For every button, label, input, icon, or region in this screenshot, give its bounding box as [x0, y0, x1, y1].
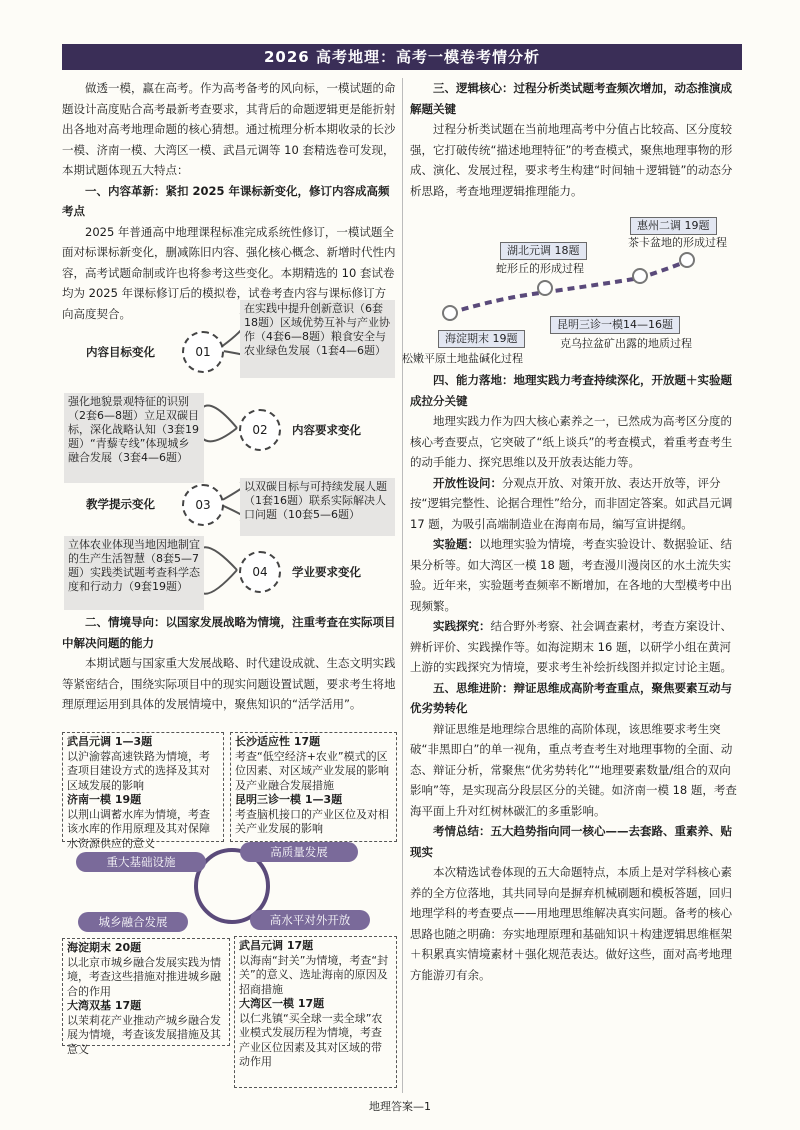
section2-heading: 二、情境导向：以国家发展战略为情境，注重考查在实际项目中解决问题的能力 [62, 615, 396, 650]
experiment-heading: 实验题： [433, 537, 479, 551]
case-box-changsha-kunming [230, 732, 397, 842]
label-content-goal: 内容目标变化 [86, 345, 155, 359]
practice-body: 结合野外考察、社会调查素材，考查方案设计、辨析评价、实践操作等。如海淀期末 16 题，以研学小组在黄河上游的实践探究为情境，要求考生补绘折线图并拟定讨论主题。 [410, 619, 732, 674]
section4-heading: 四、能力落地：地理实践力考查持续深化，开放题＋实验题成拉分关键 [410, 373, 732, 408]
case-title: 武昌元调 17题 [239, 939, 314, 952]
practice-heading: 实践探究： [433, 619, 491, 633]
tag-huizhou: 惠州二调 19题 [630, 217, 717, 235]
open-question-heading: 开放性设问： [433, 475, 502, 490]
case-title: 长沙适应性 17题 [235, 735, 321, 748]
box-teaching-tips: 以双碳目标与可持续发展人题（1套16题）联系实际解决人口问题（10套5—6题） [240, 478, 395, 536]
left-column-section2 [62, 612, 397, 715]
tag-haidian: 海淀期末 19题 [438, 330, 525, 348]
right-column-top [410, 78, 742, 201]
case-title: 昆明三诊一模 1—3题 [235, 793, 343, 806]
box-academic-requirement: 立体农业体现当地因地制宜的生产生活智慧（8套5—7题）实践类试题考查科学态度和行动力（9套19题） [64, 536, 204, 610]
open-question-body: 分观点开放、对策开放、表达开放等，评分按“逻辑完整性、论据合理性”给分，而非固定答案。如武昌元调 17 题，为吸引高端制造业在海南布局，编写宣讲提纲。 [410, 475, 733, 531]
section3-body: 过程分析类试题在当前地理高考中分值占比较高、区分度较强，它打破传统“描述地理特征”的考查模式，聚焦地理事物的形成、演化、发展过程，要求考生构建“时间轴＋逻辑链”的动态分析思路，考查地理逻辑推理能力。 [410, 122, 733, 198]
section2-body: 本期试题与国家重大发展战略、时代建设成就、生态文明实践等紧密结合，围绕实际项目中的现实问题设置试题，要求考生将地理原理运用到具体的发展情境中，聚焦知识的“活学活用”。 [62, 656, 396, 711]
circle-04: 04 [239, 551, 281, 593]
case-title: 武昌元调 1—3题 [67, 735, 153, 748]
circle-02: 02 [239, 409, 281, 451]
section4-body: 地理实践力作为四大核心素养之一，已然成为高考区分度的核心考查要点，它突破了“纸上谈兵”的考查模式，着重考查考生的动手能力、探究思维以及开放表达能力等。 [410, 414, 733, 469]
pill-urban-rural: 城乡融合发展 [78, 912, 188, 932]
circle-03: 03 [182, 484, 224, 526]
left-column [62, 78, 397, 324]
open-question-paragraph [410, 473, 742, 535]
section1-heading: 一、内容革新：紧扣 2025 年课标新变化，修订内容成高频考点 [62, 183, 390, 218]
label-academic-requirement: 学业要求变化 [292, 565, 361, 579]
practice-paragraph [410, 616, 742, 678]
summary-paragraph [410, 821, 742, 862]
experiment-body: 以地理实验为情境，考查实验设计、数据验证、结果分析等。如大湾区一模 18 题，考查漫川漫岗区的水土流失实验。近年来，实验题考查频率不断增加，在各地的大型模考中出现频繁。 [410, 537, 732, 613]
case-title: 大湾区一模 17题 [239, 997, 325, 1010]
case-title: 海淀期末 20题 [67, 941, 142, 954]
case-body: 以荆山调蓄水库为情境，考查该水库的作用原理及其对保障水资源供应的意义 [67, 807, 210, 850]
label-teaching-tips: 教学提示变化 [86, 497, 155, 511]
caption-huizhou: 茶卡盆地的形成过程 [628, 236, 727, 249]
section5-heading: 五、思维进阶：辩证思维成高阶考查重点，聚焦要素互动与优劣势转化 [410, 680, 732, 715]
box-content-goal: 在实践中提升创新意识（6套18题）区域优势互补与产业协作（4套6—8题）粮食安全与农业绿色发展（1套4—6题） [240, 300, 395, 378]
case-body: 以仁兆镇“买全球一卖全球”农业模式发展历程为情境，考查产业区位因素及其对区域的带动作用 [239, 1011, 383, 1068]
case-box-haidian-dawan [62, 938, 230, 1056]
circle-01: 01 [182, 331, 224, 373]
summary-heading: 考情总结： [433, 824, 491, 838]
section1-body: 2025 年普通高中地理课程标准完成系统性修订，一模试题全面对标课标新变化，删减陈旧内容、强化核心概念、新增时代性内容，高考试题命制或许也将参考这些变化。本期精选的 10 套试卷均为 2025 年课标修订后的模拟卷，试卷考查内容与课标修订方向高度契合。 [62, 224, 396, 321]
experiment-paragraph [410, 534, 742, 616]
caption-hubei: 蛇形丘的形成过程 [496, 262, 584, 275]
process-timeline [402, 219, 742, 368]
case-title: 大湾双基 17题 [67, 999, 142, 1012]
case-box-wuchang-dawanqu [234, 936, 397, 1088]
right-column-bottom [410, 370, 742, 985]
pill-infrastructure: 重大基础设施 [76, 852, 206, 872]
case-box-wuchang-jinan [62, 732, 224, 850]
pill-opening-up: 高水平对外开放 [250, 910, 370, 930]
caption-haidian: 松嫩平原土地盐碱化过程 [402, 352, 523, 365]
pill-high-quality: 高质量发展 [240, 842, 358, 862]
summary-body: 本次精选试卷体现的五大命题特点，本质上是对学科核心素养的全方位落地，其共同导向是摒弃机械刷题和模板答题，回归地理学科的考查要点——用地理思维解决真实问题。备考的核心思路也随之明确：夯实地理原理和基础知识＋构建逻辑思维框架＋积累真实情境素材＋强化规范表达。做好这些，面对高考地理方能游刃有余。 [410, 865, 732, 982]
caption-kunming: 克乌拉盆矿出露的地质过程 [560, 337, 692, 350]
case-body: 以北京市城乡融合发展实践为情境，考查这些措施对推进城乡融合的作用 [67, 955, 221, 998]
tag-hubei: 湖北元调 18题 [500, 242, 587, 260]
label-content-requirement: 内容要求变化 [292, 423, 361, 437]
page-title: 2026 高考地理：高考一模卷考情分析 [62, 44, 742, 70]
case-body: 以茉莉花产业推动产城乡融合发展为情境，考查该发展措施及其意义 [67, 1013, 221, 1056]
case-body: 以沪渝蓉高速铁路为情境，考查项目建设方式的选择及其对区域发展的影响 [67, 749, 210, 792]
case-body: 以海南“封关”为情境，考查“封关”的意义、选址海南的原因及招商措施 [239, 953, 389, 996]
intro-paragraph: 做透一模，赢在高考。作为高考备考的风向标，一模试题的命题设计高度贴合高考最新考查要求，其背后的命题逻辑更是能折射出各地对高考地理命题的核心猜想。通过梳理分析本期收录的长沙一模、济南一模、大湾区一模、武昌元调等 10 套精选卷可发现，本期试题体现五大特点： [62, 81, 396, 177]
case-body: 考查脑机接口的产业区位及对相关产业发展的影响 [235, 807, 389, 835]
case-body: 考查“低空经济+农业”模式的区位因素、对区域产业发展的影响及产业融合发展措施 [235, 749, 389, 792]
section5-body: 辩证思维是地理综合思维的高阶体现，该思维要求考生突破“非黑即白”的单一视角，重点考查考生对地理事物的全面、动态、辩证分析，常聚焦“优劣势转化”“地理要素数量/组合的双向影响”等，是实现高分段层区分的关键。如济南一模 18 题，考查海平面上升对红树林碳汇的多重影响。 [410, 721, 737, 818]
content-change-diagram [62, 298, 397, 613]
case-title: 济南一模 19题 [67, 793, 142, 806]
section3-heading: 三、逻辑核心：过程分析类试题考查频次增加，动态推演成解题关键 [410, 81, 732, 116]
tag-kunming: 昆明三诊一模14—16题 [550, 316, 680, 334]
summary-lead: 五大趋势指向同一核心——去套路、重素养、贴现实 [410, 824, 732, 859]
box-content-requirement: 强化地貌景观特征的识别（2套6—8题）立足双碳目标，深化战略认知（3套19题）“青藜专线”体现城乡融合发展（3套4—6题） [64, 393, 204, 483]
column-divider [402, 78, 403, 1093]
page-footer: 地理答案—1 [369, 1100, 431, 1113]
